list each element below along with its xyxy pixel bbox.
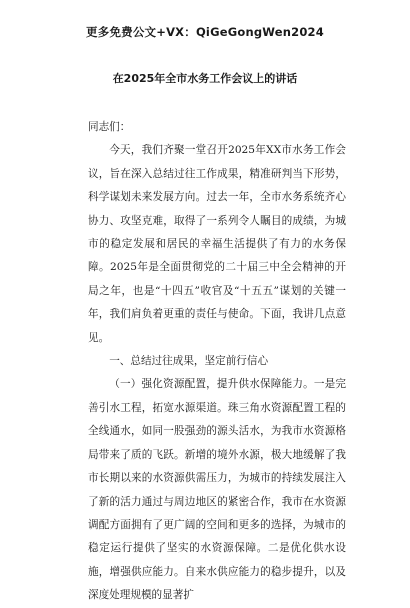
salutation: 同志们： — [88, 121, 131, 133]
section-heading: 一、总结过往成果，坚定前行信心 — [109, 355, 269, 368]
intro-paragraph: 今天，我们齐聚一堂召开2025年XX市水务工作会议，旨在深入总结过往工作成果，精准研判当下形势，科学谋划未来发展方向。过去一年，全市水务系统齐心协力、攻坚克难，取得了一系列令人瞩目的成绩，为城市的稳定发展和居民的幸福生活提供了有力的水务保障。2025年是全面贯彻党的二十届三中全会精神的开局之年，也是“十四五”收官及“十五五”谋划的关键一年，我们肩负着更重的责任与使命。下面，我讲几点意见。 — [88, 144, 346, 344]
promo-header: 更多免费公文+VX：QiGeGongWen2024 — [86, 25, 324, 39]
document-body — [88, 116, 346, 608]
document-title: 在2025年全市水务工作会议上的讲话 — [112, 72, 298, 85]
section-paragraph: （一）强化资源配置，提升供水保障能力。一是完善引水工程，拓宽水源渠道。珠三角水资源配置工程的全线通水，如同一股强劲的源头活水，为我市水资源格局带来了质的飞跃。新增的境外水源，极大地缓解了我市长期以来的水资源供需压力，为城市的持续发展注入了新的活力通过与周边地区的紧密合作，我市在水资源调配方面拥有了更广阔的空间和更多的选择，为城市的稳定运行提供了坚实的水资源保障。二是优化供水设施，增强供应能力。自来水供应能力的稳步提升，以及深度处理规模的显著扩 — [88, 378, 346, 602]
